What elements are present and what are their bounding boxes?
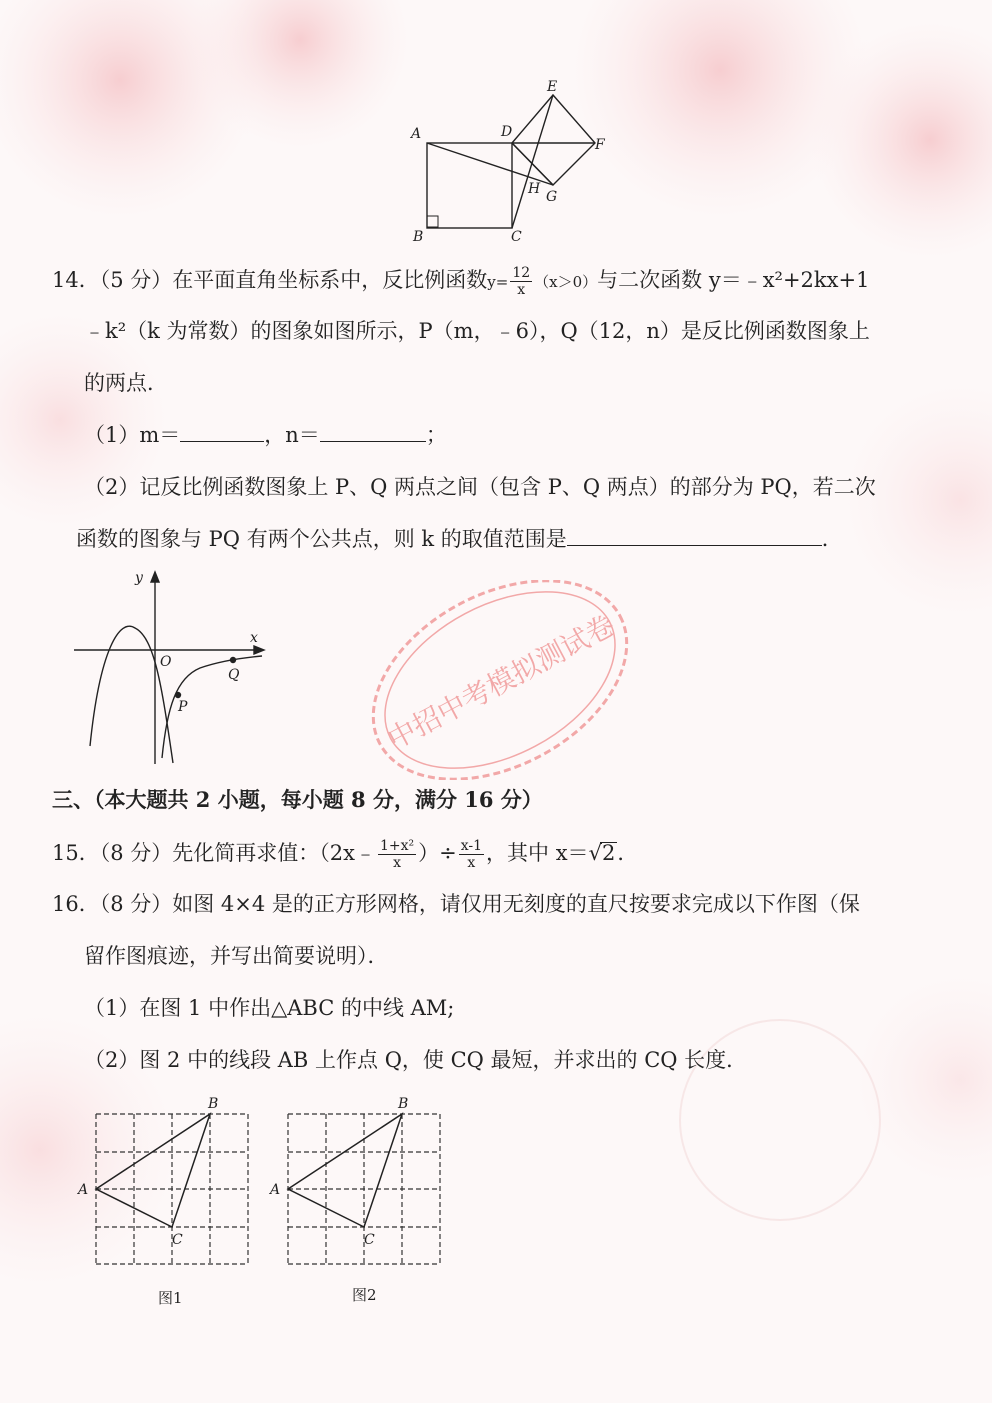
x-axis-label: x (250, 630, 258, 646)
q15-fraction-1 (378, 838, 416, 871)
q14-sub2-line1: （2）记反比例函数图象上 P、Q 两点之间（包含 P、Q 两点）的部分为 PQ，若二次 (84, 475, 876, 499)
function-graph (70, 568, 270, 768)
q14-fraction (510, 265, 532, 298)
watermark-stamp (355, 580, 645, 780)
sqrt-sign: √ (588, 841, 602, 865)
label-c: C (511, 229, 522, 245)
label-f: F (595, 137, 605, 153)
label-e: E (547, 79, 558, 95)
fig1-label-a: A (78, 1182, 89, 1198)
n-answer-blank[interactable] (320, 421, 426, 442)
q14-condition: （x＞0） (534, 273, 598, 291)
q14-frac-den: x (517, 282, 526, 298)
y-axis-label: y (135, 570, 143, 586)
q14-sub2-end: ． (821, 527, 843, 551)
q14-sub1 (84, 421, 447, 449)
label-d: D (501, 124, 513, 140)
fig1-label-b: B (208, 1096, 219, 1112)
q15-f2-den: x (467, 855, 476, 871)
label-a: A (411, 126, 422, 142)
q15-pre: 15．（8 分）先化简再求值：（2x﹣ (52, 841, 376, 865)
q14-line3: 的两点． (84, 371, 168, 395)
section-3-heading: 三、（本大题共 2 小题，每小题 8 分，满分 16 分） (52, 787, 543, 812)
q14-sub1-pre: （1）m＝ (84, 423, 181, 447)
point-q-label: Q (228, 667, 240, 683)
origin-label: O (160, 654, 172, 670)
q16-line1: 16．（8 分）如图 4×4 是的正方形网格，请仅用无刻度的直尺按要求完成以下作图（保 (52, 892, 860, 916)
q16-sub2: （2）图 2 中的线段 AB 上作点 Q，使 CQ 最短，并求出的 CQ 长度． (84, 1048, 748, 1072)
q15-post: ，其中 x＝ (486, 841, 589, 865)
q15-sqrt-value: 2 (601, 841, 616, 865)
q14-line2: ﹣k²（k 为常数）的图象如图所示，P（m，﹣6），Q（12，n）是反比例函数图象上 (84, 319, 870, 343)
q15-f1-den: x (393, 855, 401, 871)
label-h: H (528, 181, 541, 197)
label-g: G (546, 189, 558, 205)
q16-sub1: （1）在图 1 中作出△ABC 的中线 AM; (84, 996, 455, 1020)
q14-y-label: y= (487, 273, 509, 291)
watermark-text: 中招中考模拟测试卷 (382, 608, 621, 756)
q14-sub1-mid: ，n＝ (264, 423, 320, 447)
fig1-caption: 图1 (158, 1289, 183, 1307)
q15-f2-num: x-1 (460, 838, 483, 854)
point-p-label: P (178, 699, 188, 715)
q15-fraction-2 (459, 838, 484, 871)
q14-line1 (52, 265, 869, 298)
q16-line2: 留作图痕迹，并写出简要说明）． (84, 944, 389, 968)
q15-end: ． (617, 841, 639, 865)
q15-line (52, 838, 638, 871)
k-range-answer-blank[interactable] (567, 525, 822, 546)
fig2-label-b: B (398, 1096, 409, 1112)
q15-f1-num: 1+x² (379, 838, 415, 854)
q15-mid: ）÷ (418, 841, 457, 865)
q14-sub1-end: ； (425, 423, 447, 447)
m-answer-blank[interactable] (180, 421, 264, 442)
grid-figure-1 (72, 1092, 257, 1312)
q14-frac-num: 12 (512, 265, 531, 281)
fig1-label-c: C (172, 1232, 183, 1248)
label-b: B (413, 229, 424, 245)
q14-line1-post: 与二次函数 y＝﹣x²+2kx+1 (597, 268, 870, 292)
square-geometry-figure (405, 75, 620, 245)
fig2-label-c: C (364, 1232, 375, 1248)
q14-sub2-line2 (76, 525, 843, 553)
fig2-label-a: A (270, 1182, 281, 1198)
q14-sub2-text: 函数的图象与 PQ 有两个公共点，则 k 的取值范围是 (76, 527, 567, 551)
grid-figure-2 (264, 1092, 449, 1312)
fig2-caption: 图2 (352, 1286, 377, 1304)
q14-line1-pre: 14．（5 分）在平面直角坐标系中，反比例函数 (52, 268, 488, 292)
